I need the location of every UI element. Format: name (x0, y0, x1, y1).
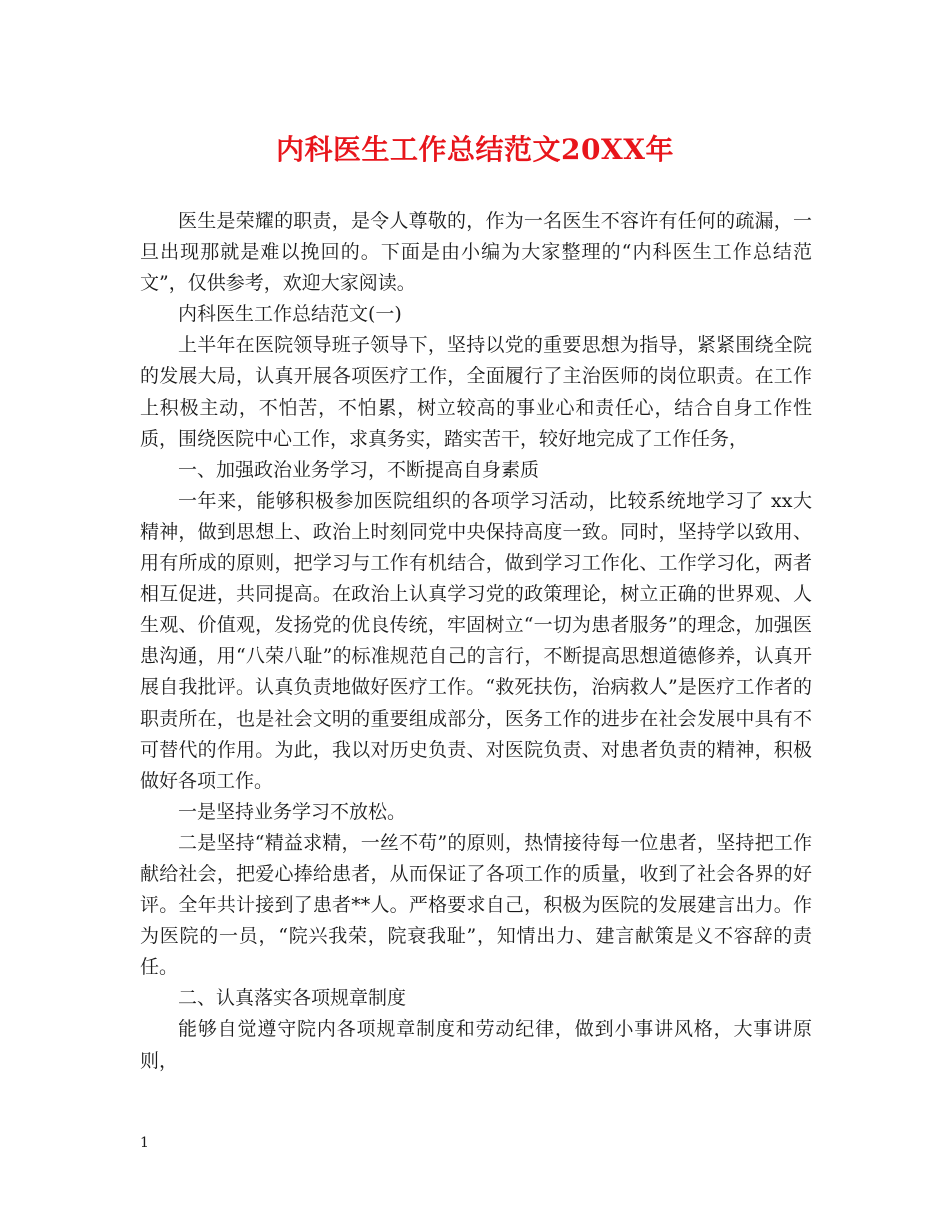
paragraph-point-one: 一是坚持业务学习不放松。 (178, 800, 407, 823)
paragraph-point-two: 二是坚持“精益求精，一丝不苟”的原则，热情接待每一位患者，坚持把工作献给社会，把爱心捧给患者，从而保证了各项工作的质量，收到了社会各界的好评。全年共计接到了患者**人。严格要求自己，积极为医院的发展建言出力。作为医院的一员，“院兴我荣，院衰我耻”，知情出力、建言献策是义不容辞的责任。 (140, 831, 812, 979)
section-heading-regulations: 二、认真落实各项规章制度 (178, 987, 407, 1010)
section-heading-political-study: 一、加强政治业务学习，不断提高自身素质 (178, 458, 540, 481)
paragraph-overview: 上半年在医院领导班子领导下，坚持以党的重要思想为指导，紧紧围绕全院的发展大局，认真开展各项医疗工作，全面履行了主治医师的岗位职责。在工作上积极主动，不怕苦，不怕累，树立较高的事业心和责任心，结合自身工作性质，围绕医院中心工作，求真务实，踏实苦干，较好地完成了工作任务， (140, 334, 812, 450)
section-heading-sample-one: 内科医生工作总结范文(一) (178, 303, 402, 326)
paragraph-political-study: 一年来，能够积极参加医院组织的各项学习活动，比较系统地学习了 xx大精神，做到思想上、政治上时刻同党中央保持高度一致。同时，坚持学以致用、用有所成的原则，把学习与工作有机结合，做到学习工作化、工作学习化，两者相互促进，共同提高。在政治上认真学习党的政策理论，树立正确的世界观、人生观、价值观，发扬党的优良传统，牢固树立“一切为患者服务”的理念，加强医患沟通，用“八荣八耻”的标准规范自己的言行，不断提高思想道德修养，认真开展自我批评。认真负责地做好医疗工作。“救死扶伤，治病救人”是医疗工作者的职责所在，也是社会文明的重要组成部分，医务工作的进步在社会发展中具有不可替代的作用。为此，我以对历史负责、对医院负责、对患者负责的精神，积极做好各项工作。 (140, 489, 812, 792)
document-body (140, 206, 812, 1077)
document-title: 内科医生工作总结范文20XX年 (276, 133, 674, 166)
page-number: 1 (140, 1135, 149, 1151)
paragraph-regulations: 能够自觉遵守院内各项规章制度和劳动纪律，做到小事讲风格，大事讲原则， (140, 1018, 812, 1072)
paragraph-intro: 医生是荣耀的职责，是令人尊敬的，作为一名医生不容许有任何的疏漏，一旦出现那就是难以挽回的。下面是由小编为大家整理的“内科医生工作总结范文”，仅供参考，欢迎大家阅读。 (140, 210, 812, 295)
